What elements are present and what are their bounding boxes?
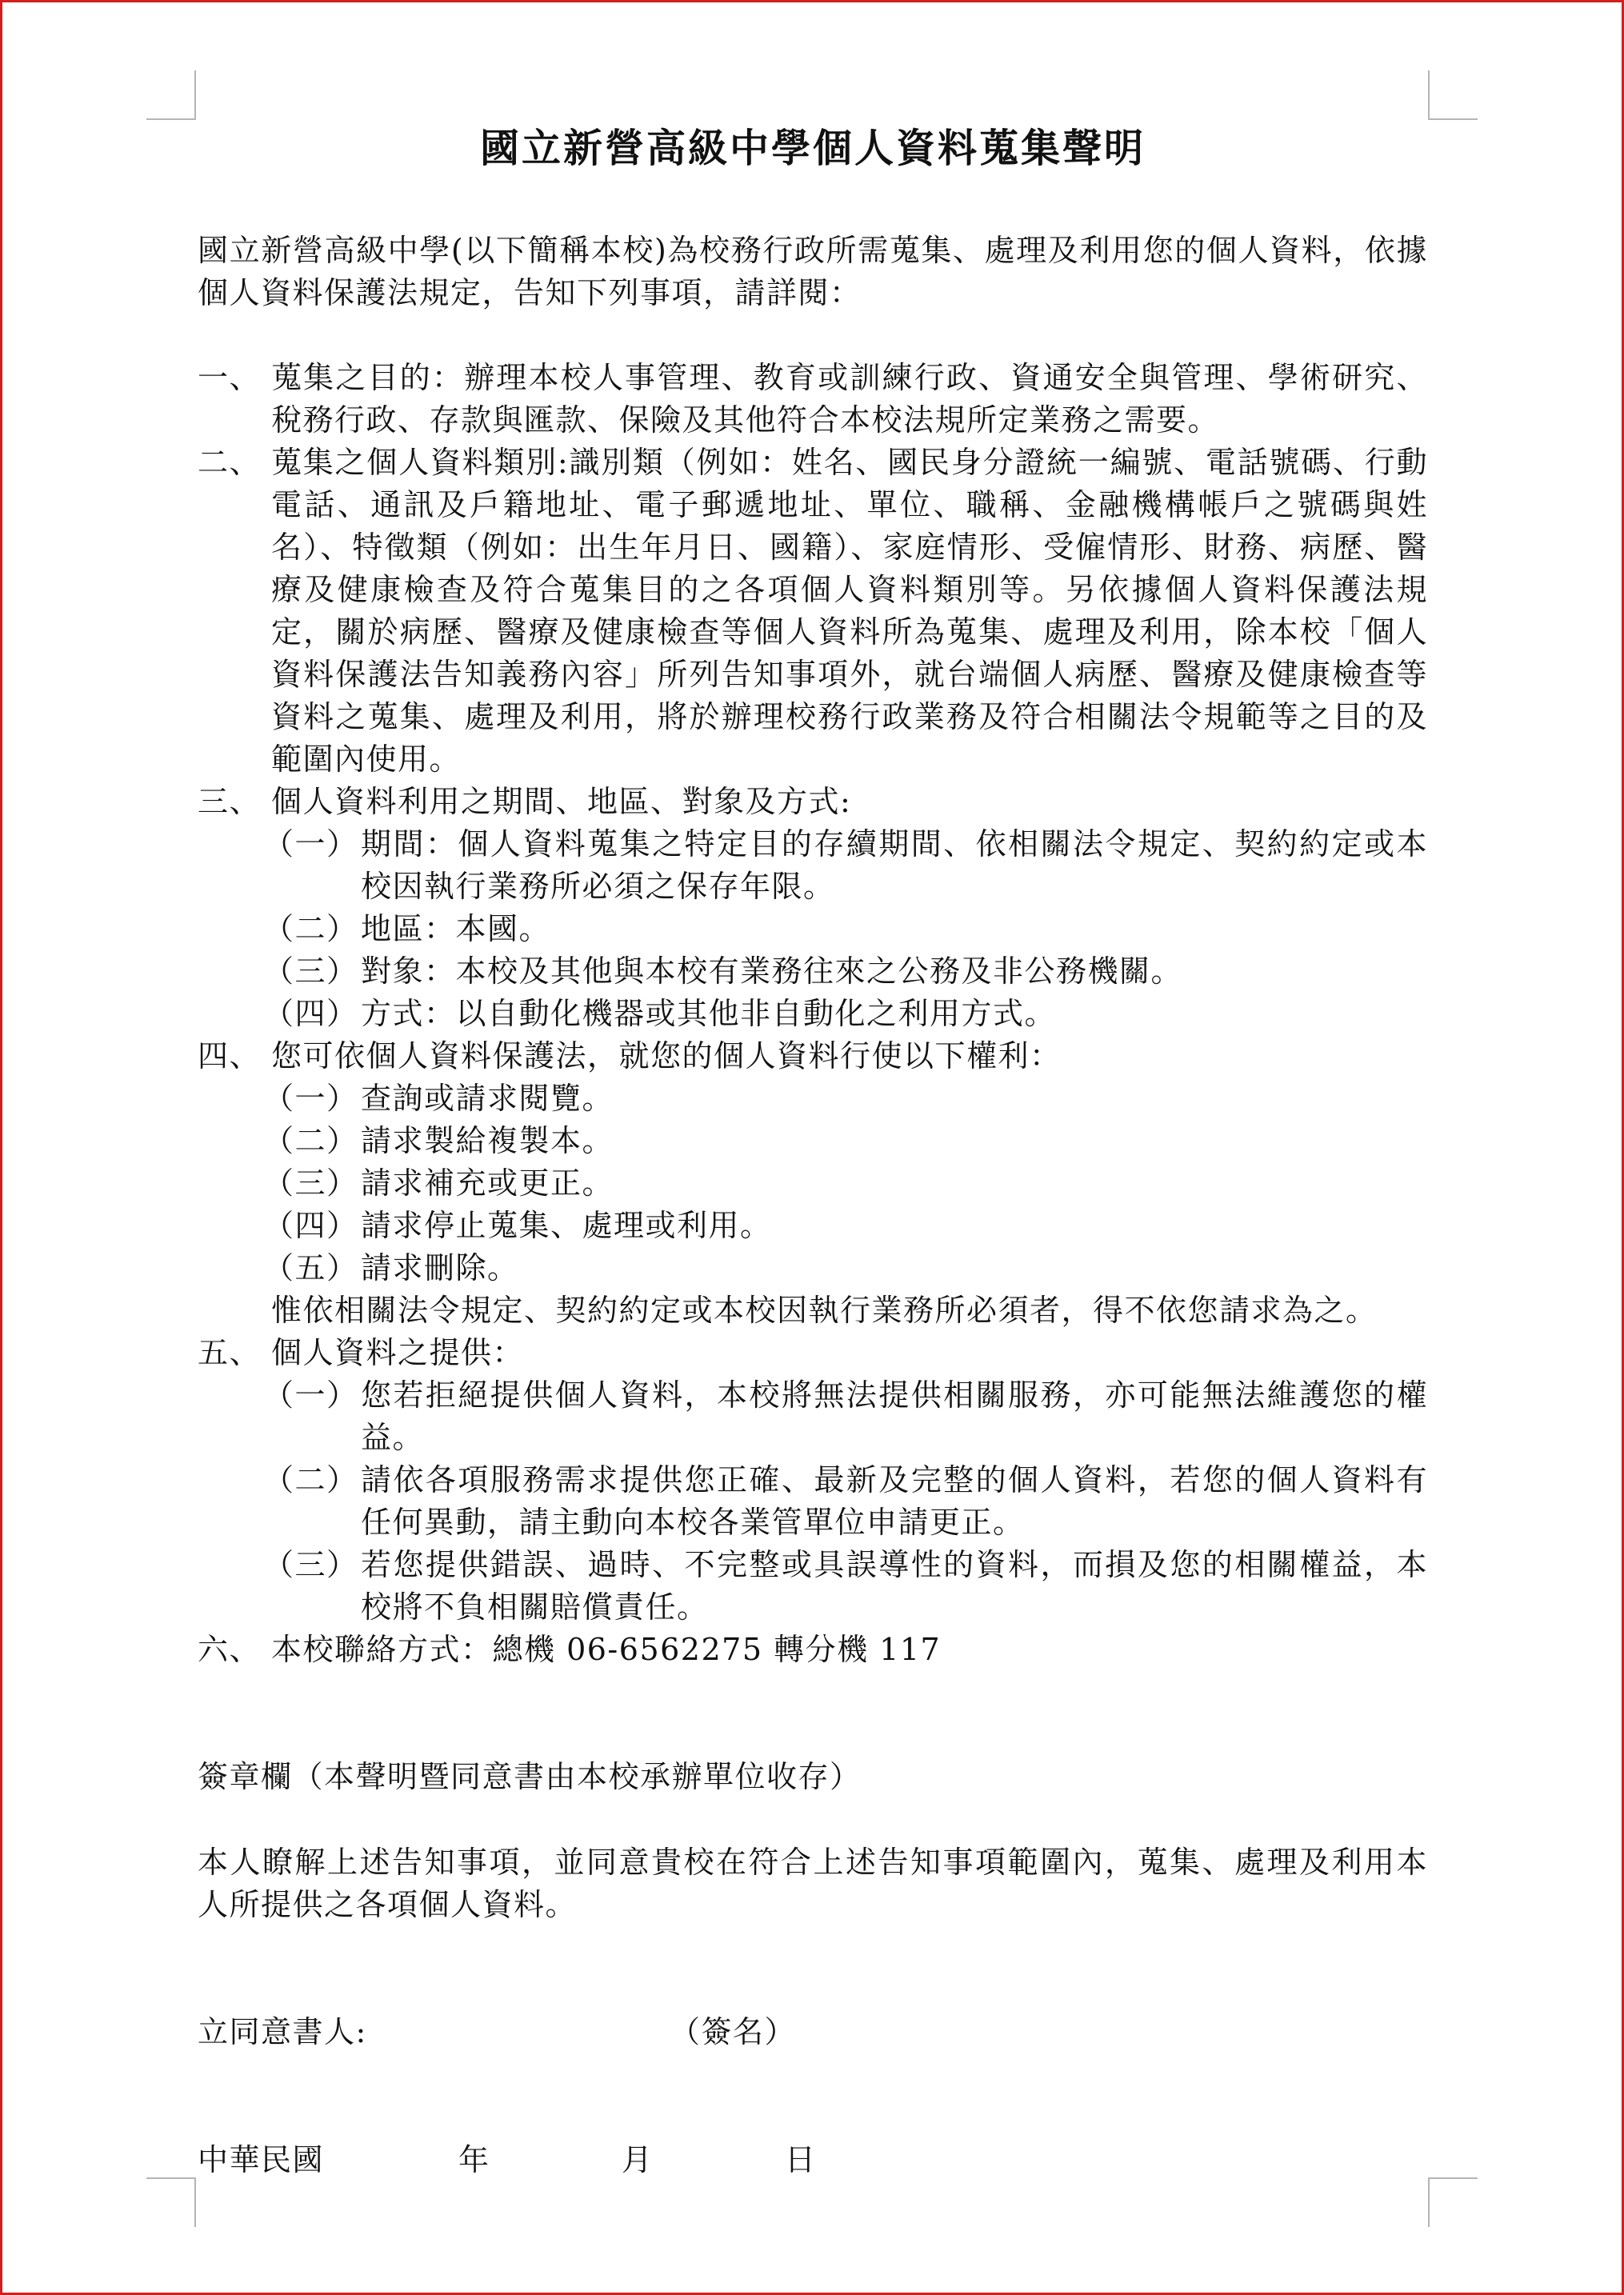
item-4-sub-1 [198, 1078, 1428, 1120]
item-4-sub-4 [198, 1205, 1428, 1247]
crop-mark-bottom-right [1428, 2177, 1478, 2227]
sub-text: 查詢或請求閱覽。 [361, 1081, 614, 1116]
item-4 [198, 1035, 1428, 1078]
item-number: 二、 [198, 445, 262, 480]
date-era: 中華民國 [198, 2142, 325, 2177]
sub-number: （四） [263, 1208, 358, 1243]
signer-label: 立同意書人: [198, 2014, 367, 2049]
item-4-sub-5 [198, 1247, 1428, 1289]
sub-number: （五） [263, 1250, 358, 1285]
item-4-sub-2 [198, 1120, 1428, 1162]
sub-number: （一） [263, 1081, 358, 1116]
item-text: 個人資料之提供： [271, 1335, 525, 1370]
sub-number: （一） [263, 1377, 358, 1413]
item-text: 蒐集之目的：辦理本校人事管理、教育或訓練行政、資通安全與管理、學術研究、稅務行政、存款與匯款、保險及其他符合本校法規所定業務之需要。 [271, 360, 1428, 438]
item-number: 五、 [198, 1335, 262, 1370]
sub-text: 請求刪除。 [361, 1250, 519, 1285]
item-3-sub-2 [198, 908, 1428, 950]
document-page [198, 120, 1428, 2181]
sub-text: 對象：本校及其他與本校有業務往來之公務及非公務機關。 [361, 954, 1183, 989]
date-month: 月 [622, 2142, 654, 2177]
item-text: 您可依個人資料保護法，就您的個人資料行使以下權利： [271, 1038, 1062, 1074]
sub-text: 請求停止蒐集、處理或利用。 [361, 1208, 772, 1243]
notice-items [198, 357, 1428, 1671]
signature-line [198, 2011, 1428, 2053]
item-3 [198, 781, 1428, 823]
sub-text: 若您提供錯誤、過時、不完整或具誤導性的資料，而損及您的相關權益，本校將不負相關賠償責任。 [361, 1547, 1428, 1625]
item-number: 三、 [198, 784, 262, 819]
signature-hint: （簽名） [670, 2014, 797, 2049]
item-text: 個人資料利用之期間、地區、對象及方式: [271, 784, 852, 819]
item-3-sub-1 [198, 823, 1428, 908]
crop-mark-bottom-left [146, 2177, 196, 2227]
date-year: 年 [458, 2142, 490, 2177]
sub-text: 請依各項服務需求提供您正確、最新及完整的個人資料，若您的個人資料有任何異動，請主動向本校各業管單位申請更正。 [361, 1462, 1428, 1540]
sub-number: （二） [263, 911, 358, 946]
sub-number: （三） [263, 1547, 358, 1582]
sub-number: （一） [263, 826, 358, 862]
signature-section-title: 簽章欄（本聲明暨同意書由本校承辦單位收存） [198, 1759, 862, 1794]
sub-number: （二） [263, 1462, 358, 1497]
consent-paragraph: 本人瞭解上述告知事項，並同意貴校在符合上述告知事項範圍內，蒐集、處理及利用本人所提供之各項個人資料。 [198, 1845, 1428, 1922]
item-4-note: 惟依相關法令規定、契約約定或本校因執行業務所必須者，得不依您請求為之。 [271, 1293, 1378, 1328]
date-line [198, 2139, 1428, 2181]
item-text: 蒐集之個人資料類別:識別類（例如：姓名、國民身分證統一編號、電話號碼、行動電話、通訊及戶籍地址、電子郵遞地址、單位、職稱、金融機構帳戶之號碼與姓名）、特徵類（例如：出生年月日、國籍）、家庭情形、受僱情形、財務、病歷、醫療及健康檢查及符合蒐集目的之各項個人資料類別等。另依據個人資料保護法規定，關於病歷、醫療及健康檢查等個人資料所為蒐集、處理及利用，除本校「個人資料保護法告知義務內容」所列告知事項外，就台端個人病歷、醫療及健康檢查等資料之蒐集、處理及利用，將於辦理校務行政業務及符合相關法令規範等之目的及範圍內使用。 [271, 445, 1428, 777]
sub-text: 請求補充或更正。 [361, 1165, 614, 1201]
item-5-sub-1 [198, 1374, 1428, 1459]
date-day: 日 [785, 2142, 817, 2177]
item-number: 四、 [198, 1038, 262, 1074]
intro-paragraph: 國立新營高級中學(以下簡稱本校)為校務行政所需蒐集、處理及利用您的個人資料，依據個人資料保護法規定，告知下列事項，請詳閱： [198, 233, 1428, 310]
item-4-sub-3 [198, 1162, 1428, 1205]
item-5 [198, 1332, 1428, 1374]
crop-mark-top-right [1428, 70, 1478, 120]
sub-number: （三） [263, 954, 358, 989]
sub-number: （三） [263, 1165, 358, 1201]
item-5-sub-2 [198, 1459, 1428, 1544]
item-6 [198, 1629, 1428, 1671]
sub-text: 請求製給複製本。 [361, 1123, 614, 1158]
sub-text: 您若拒絕提供個人資料，本校將無法提供相關服務，亦可能無法維護您的權益。 [361, 1377, 1428, 1455]
item-number: 六、 [198, 1632, 262, 1667]
crop-mark-top-left [146, 70, 196, 120]
sub-text: 方式：以自動化機器或其他非自動化之利用方式。 [361, 996, 1057, 1031]
sub-number: （四） [263, 996, 358, 1031]
item-5-sub-3 [198, 1544, 1428, 1629]
item-2 [198, 442, 1428, 781]
item-number: 一、 [198, 360, 262, 395]
sub-text: 期間：個人資料蒐集之特定目的存續期間、依相關法令規定、契約約定或本校因執行業務所必須之保存年限。 [361, 826, 1428, 904]
item-3-sub-4 [198, 993, 1428, 1035]
item-text: 本校聯絡方式：總機 06-6562275 轉分機 117 [271, 1632, 942, 1667]
sub-number: （二） [263, 1123, 358, 1158]
document-title: 國立新營高級中學個人資料蒐集聲明 [479, 125, 1146, 171]
item-1 [198, 357, 1428, 442]
item-3-sub-3 [198, 950, 1428, 993]
sub-text: 地區：本國。 [361, 911, 551, 946]
